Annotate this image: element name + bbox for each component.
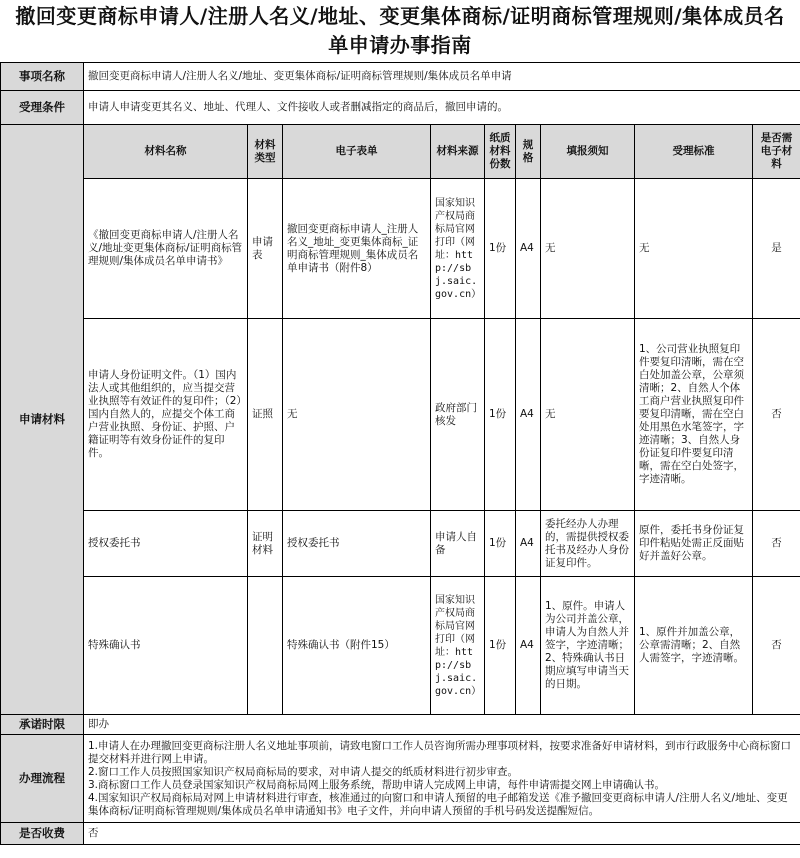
material-copies: 1份 (485, 319, 516, 511)
material-standard: 1、原件并加盖公章，公章需清晰；2、自然人需签字，字迹清晰。 (635, 577, 753, 715)
material-electronic: 否 (753, 577, 800, 715)
material-notes: 1、原件。申请人为公司并盖公章，申请人为自然人并签字，字迹清晰；2、特殊确认书日期应填写申请当天的日期。 (541, 577, 635, 715)
process-step: 1.申请人在办理撤回变更商标注册人名义地址事项前，请致电窗口工作人员咨询所需办理事项材料，按要求准备好申请材料，到市行政服务中心商标窗口提交材料并进行网上申请。 (88, 739, 792, 765)
conditions-value: 申请人申请变更其名义、地址、代理人、文件接收人或者删减指定的商品后，撤回申请的。 (84, 91, 800, 125)
material-form: 授权委托书 (283, 511, 431, 577)
material-spec: A4 (516, 511, 541, 577)
material-source: 国家知识产权局商标局官网打印（网址：http://sbj.saic.gov.cn） (431, 577, 485, 715)
header-type: 材料类型 (248, 125, 283, 179)
fee-label: 是否收费 (1, 823, 84, 845)
materials-label: 申请材料 (1, 125, 84, 715)
material-row (1, 179, 800, 319)
material-name: 《撤回变更商标申请人/注册人名义/地址变更集体商标/证明商标管理规则/集体成员名单申请书》 (84, 179, 248, 319)
material-copies: 1份 (485, 179, 516, 319)
process-step: 2.窗口工作人员按照国家知识产权局商标局的要求，对申请人提交的纸质材料进行初步审查。 (88, 765, 519, 778)
time-limit-value: 即办 (84, 715, 800, 735)
header-notes: 填报须知 (541, 125, 635, 179)
material-electronic: 否 (753, 319, 800, 511)
material-source: 申请人自备 (431, 511, 485, 577)
row-item-name (1, 63, 800, 91)
page-title: 撤回变更商标申请人/注册人名义/地址、变更集体商标/证明商标管理规则/集体成员名单申请办事指南 (15, 4, 785, 57)
material-electronic: 否 (753, 511, 800, 577)
row-process (1, 735, 800, 823)
process-step: 4.国家知识产权局商标局对网上申请材料进行审查，核准通过的向窗口和申请人预留的电子邮箱发送《准予撤回变更商标申请人/注册人名义/地址、变更集体商标/证明商标管理规则/集体成员名单申请通知书》电子文件，并向申请人预留的手机号码发送提醒短信。 (88, 791, 788, 817)
row-conditions (1, 91, 800, 125)
process-steps (84, 735, 800, 823)
material-electronic: 是 (753, 179, 800, 319)
materials-header-row (1, 125, 800, 179)
guide-table (0, 62, 800, 845)
material-notes: 委托经办人办理的，需提供授权委托书及经办人身份证复印件。 (541, 511, 635, 577)
material-type (248, 577, 283, 715)
time-limit-label: 承诺时限 (1, 715, 84, 735)
material-spec: A4 (516, 319, 541, 511)
conditions-label: 受理条件 (1, 91, 84, 125)
header-name: 材料名称 (84, 125, 248, 179)
header-standard: 受理标准 (635, 125, 753, 179)
material-source: 国家知识产权局商标局官网打印（网址：http://sbj.saic.gov.cn） (431, 179, 485, 319)
material-spec: A4 (516, 179, 541, 319)
material-form: 撤回变更商标申请人_注册人名义_地址_变更集体商标_证明商标管理规则_集体成员名单申请书（附件8） (283, 179, 431, 319)
material-copies: 1份 (485, 511, 516, 577)
header-spec: 规格 (516, 125, 541, 179)
material-type: 证明材料 (248, 511, 283, 577)
item-name-label: 事项名称 (1, 63, 84, 91)
material-copies: 1份 (485, 577, 516, 715)
material-name: 申请人身份证明文件。（1）国内法人或其他组织的，应当提交营业执照等有效证件的复印件；（2）国内自然人的，应提交个体工商户营业执照、身份证、护照、户籍证明等有效身份证件的复印件。 (84, 319, 248, 511)
material-name: 授权委托书 (84, 511, 248, 577)
material-type: 申请表 (248, 179, 283, 319)
material-standard: 1、公司营业执照复印件要复印清晰，需在空白处加盖公章，公章须清晰；2、自然人个体工商户营业执照复印件要复印清晰，需在空白处用黑色水笔签字，字迹清晰；3、自然人身份证复印件要复印清晰，需在空白处签字，字迹清晰。 (635, 319, 753, 511)
material-notes: 无 (541, 179, 635, 319)
row-fee (1, 823, 800, 845)
process-step: 3.商标窗口工作人员登录国家知识产权局商标局网上服务系统，帮助申请人完成网上申请，每件申请需提交网上申请确认书。 (88, 778, 666, 791)
header-copies: 纸质材料份数 (485, 125, 516, 179)
material-form: 特殊确认书（附件15） (283, 577, 431, 715)
material-type: 证照 (248, 319, 283, 511)
material-form: 无 (283, 319, 431, 511)
material-row (1, 511, 800, 577)
material-name: 特殊确认书 (84, 577, 248, 715)
material-standard: 无 (635, 179, 753, 319)
header-electronic: 是否需电子材料 (753, 125, 800, 179)
material-notes: 无 (541, 319, 635, 511)
material-standard: 原件，委托书身份证复印件粘贴处需正反面贴好并盖好公章。 (635, 511, 753, 577)
material-row (1, 577, 800, 715)
item-name-value: 撤回变更商标申请人/注册人名义/地址、变更集体商标/证明商标管理规则/集体成员名单申请 (84, 63, 800, 91)
material-source: 政府部门核发 (431, 319, 485, 511)
header-source: 材料来源 (431, 125, 485, 179)
material-row (1, 319, 800, 511)
fee-value: 否 (84, 823, 800, 845)
process-label: 办理流程 (1, 735, 84, 823)
row-time-limit (1, 715, 800, 735)
material-spec: A4 (516, 577, 541, 715)
header-form: 电子表单 (283, 125, 431, 179)
